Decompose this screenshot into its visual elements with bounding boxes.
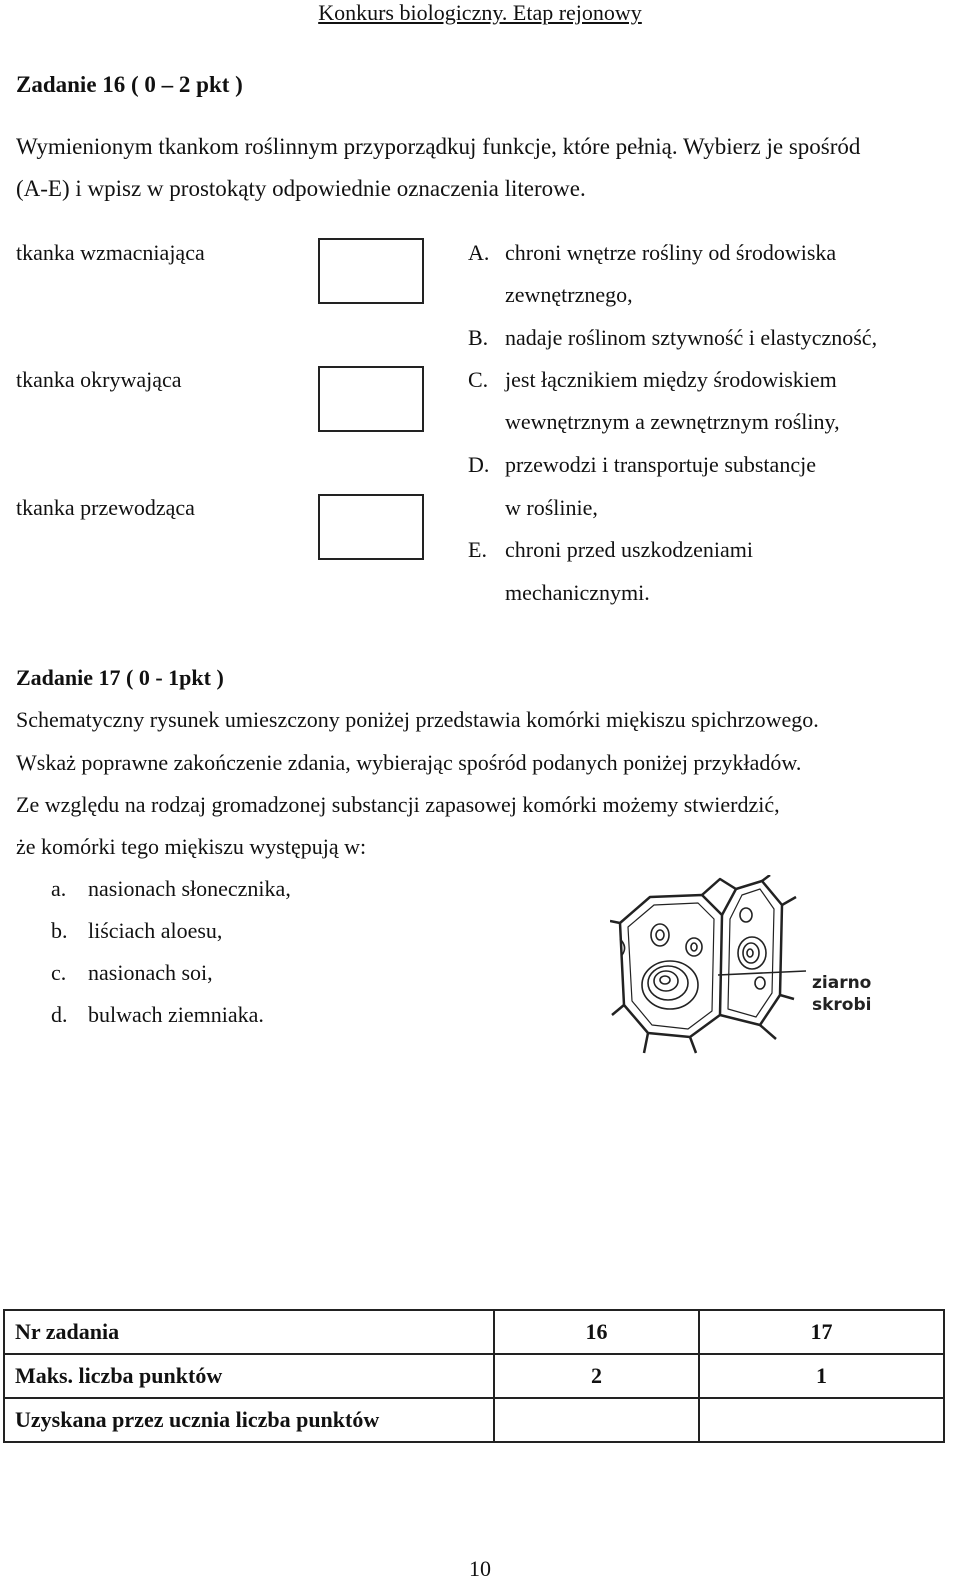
answer-c-text: nasionach soi, [88, 960, 213, 985]
table-row [4, 1398, 944, 1442]
tissue-label-conducting: tkanka przewodząca [16, 495, 195, 520]
option-d-line2: w roślinie, [505, 495, 598, 520]
table-cell: 16 [494, 1310, 699, 1354]
table-cell: 2 [494, 1354, 699, 1398]
tissue-label-reinforcing: tkanka wzmacniająca [16, 240, 205, 265]
starch-grains [620, 908, 766, 1009]
option-b-line1: nadaje roślinom sztywność i elastyczność, [505, 325, 878, 350]
task17-text-line3: Ze względu na rodzaj gromadzonej substancji zapasowej komórki możemy stwierdzić, [16, 792, 780, 817]
score-input-17[interactable] [699, 1398, 944, 1442]
option-a-line1: chroni wnętrze rośliny od środowiska [505, 240, 837, 265]
task16-instruction-line2: (A-E) i wpisz w prostokąty odpowiednie oznaczenia literowe. [16, 176, 586, 201]
option-e-letter: E. [468, 537, 487, 562]
table-cell: Maks. liczba punktów [4, 1354, 494, 1398]
page-header: Konkurs biologiczny. Etap rejonowy [318, 0, 642, 25]
table-cell: 1 [699, 1354, 944, 1398]
answer-d-letter: d. [51, 1002, 68, 1027]
option-c-line2: wewnętrznym a zewnętrznym rośliny, [505, 409, 840, 434]
answer-c-letter: c. [51, 960, 67, 985]
answer-box-reinforcing[interactable] [318, 238, 424, 304]
answer-a-text: nasionach słonecznika, [88, 876, 291, 901]
answer-d-text: bulwach ziemniaka. [88, 1002, 264, 1027]
task16-instruction-line1: Wymienionym tkankom roślinnym przyporządkuj funkcje, które pełnią. Wybierz je spośród [16, 134, 861, 159]
cell-wall-top [702, 879, 736, 895]
option-c-line1: jest łącznikiem między środowiskiem [505, 367, 837, 392]
answer-b-text: liściach aloesu, [88, 918, 223, 943]
option-d-letter: D. [468, 452, 490, 477]
figure-label [812, 972, 871, 1016]
table-cell: Nr zadania [4, 1310, 494, 1354]
tissue-label-covering: tkanka okrywająca [16, 367, 182, 392]
task17-text-line1: Schematyczny rysunek umieszczony poniżej przedstawia komórki miękiszu spichrzowego. [16, 707, 819, 732]
figure-label-line1: ziarno [812, 973, 872, 993]
task16-heading: Zadanie 16 ( 0 – 2 pkt ) [16, 72, 243, 97]
option-e-line1: chroni przed uszkodzeniami [505, 537, 754, 562]
option-d-line1: przewodzi i transportuje substancje [505, 452, 816, 477]
option-a-letter: A. [468, 240, 490, 265]
table-row [4, 1354, 944, 1398]
table-cell: 17 [699, 1310, 944, 1354]
answer-box-covering[interactable] [318, 366, 424, 432]
score-input-16[interactable] [494, 1398, 699, 1442]
task17-text-line4: że komórki tego miękiszu występują w: [16, 834, 367, 859]
answer-b-letter: b. [51, 918, 68, 943]
parenchyma-cells-figure [610, 875, 880, 1055]
task17-heading: Zadanie 17 ( 0 - 1pkt ) [16, 665, 224, 690]
score-table [3, 1309, 945, 1443]
option-e-line2: mechanicznymi. [505, 580, 650, 605]
page-number: 10 [469, 1556, 491, 1581]
figure-label-line2: skrobi [812, 995, 872, 1015]
table-row [4, 1310, 944, 1354]
option-b-letter: B. [468, 325, 489, 350]
option-a-line2: zewnętrznego, [505, 282, 633, 307]
option-c-letter: C. [468, 367, 489, 392]
answer-a-letter: a. [51, 876, 67, 901]
task17-text-line2: Wskaż poprawne zakończenie zdania, wybierając spośród podanych poniżej przykładów. [16, 750, 802, 775]
answer-box-conducting[interactable] [318, 494, 424, 560]
table-cell: Uzyskana przez ucznia liczba punktów [4, 1398, 494, 1442]
